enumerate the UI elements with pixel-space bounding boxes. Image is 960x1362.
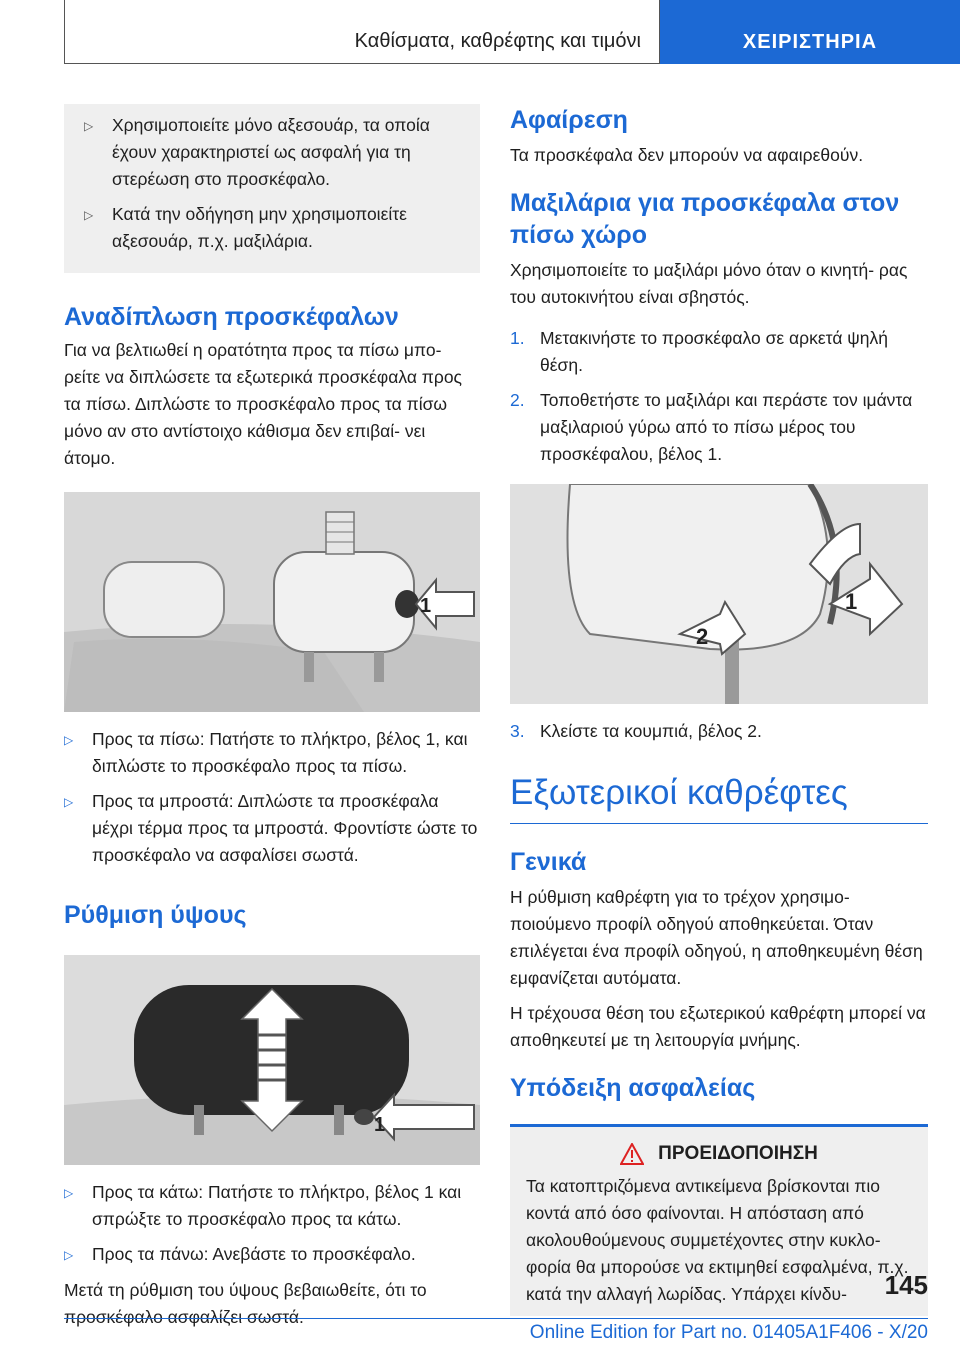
arrow-label-1: 1 [374,1114,386,1136]
pillow-text: Χρησιμοποιείτε το μαξιλάρι μόνο όταν ο κινητή- ρας του αυτοκινήτου είναι σβηστός. [510,260,908,307]
arrow-label-1: 1 [845,589,858,614]
chapter-title: Καθίσματα, καθρέφτης και τιμόνι [64,0,660,64]
list-item: ▷ Προς τα πάνω: Ανεβάστε το προσκέφαλο. [64,1241,480,1269]
page-number: 145 [884,1270,928,1300]
general-text-1: Η ρύθμιση καθρέφτη για το τρέχον χρησιμο- ποιούμενο προφίλ οδηγού αποθηκεύεται. Όταν επιλέγεται ένα προφίλ οδηγού, η αποθηκευμένη θέση εμφανίζεται αυτόματα. [510,887,923,988]
fold-heading: Αναδίπλωση προσκέφαλων [64,303,399,331]
fold-text: Για να βελτιωθεί η ορατότητα προς τα πίσω μπο- ρείτε να διπλώσετε τα εξωτερικά προσκέφαλα προς τα πίσω. Διπλώστε το προσκέφαλο προς τα πίσω μόνο αν στο αντίστοιχο κάθισμα δεν επιβαί- νει άτομο. [64,340,462,468]
height-text: Μετά τη ρύθμιση του ύψους βεβαιωθείτε, ότι το προσκέφαλο ασφαλίζει σωστά. [64,1280,427,1327]
list-item: ▷ Προς τα κάτω: Πατήστε το πλήκτρο, βέλος 1 και σπρώξτε το προσκέφαλο προς τα κάτω. [64,1179,480,1233]
safety-heading: Υπόδειξη ασφαλείας [510,1074,756,1102]
list-item: 2. Τοποθετήστε το μαξιλάρι και περάστε τον ιμάντα μαξιλαριού γύρω από το πίσω μέρος του προσκέφαλου, βέλος 1. [510,390,913,464]
page-header [64,0,960,64]
figure-fold-headrest [64,492,480,712]
figure-height-adjust [64,955,480,1165]
list-item: 1. Μετακινήστε το προσκέφαλο σε αρκετά ψηλή θέση. [510,328,889,375]
pillow-heading: Μαξιλάρια για προσκέφαλα στον πίσω χώρο [510,189,900,249]
warning-triangle-icon [620,1143,644,1165]
list-item: ▷ Προς τα πίσω: Πατήστε το πλήκτρο, βέλος 1, και διπλώστε το προσκέφαλο προς τα πίσω. [64,726,480,780]
triangle-bullet-icon: ▷ [84,208,94,222]
mirrors-heading: Εξωτερικοί καθρέφτες [510,773,848,812]
list-item: ▷ Προς τα μπροστά: Διπλώστε τα προσκέφαλα μέχρι τέρμα προς τα μπροστά. Φροντίστε ώστε το προσκέφαλο να ασφαλίσει σωστά. [64,788,480,869]
triangle-bullet-icon: ▷ [64,1186,74,1200]
list-item: 3. Κλείστε τα κουμπιά, βέλος 2. [510,721,762,741]
note-box [64,104,480,273]
footer-divider [64,1318,928,1319]
triangle-bullet-icon: ▷ [64,795,74,809]
triangle-bullet-icon: ▷ [64,733,74,747]
headrest-height-illustration [64,955,480,1165]
removal-text: Τα προσκέφαλα δεν μπορούν να αφαιρεθούν. [510,145,864,165]
removal-heading: Αφαίρεση [510,106,628,134]
figure-pillow [510,484,928,704]
list-item: ▷ Κατά την οδήγηση μην χρησιμοποιείτε αξεσουάρ, π.χ. μαξιλάρια. [84,201,460,255]
general-heading: Γενικά [510,848,587,876]
arrow-label-1: 1 [420,595,432,617]
warning-text: Τα κατοπτριζόμενα αντικείμενα βρίσκονται πιο κοντά από όσο φαίνονται. Η απόσταση από ακολουθούμενους συμμετέχοντες στην κυκλο- φορία θα μπορούσε να εκτιμηθεί εσφαλμένα, π.χ. κατά την αλλαγή λωρίδας. Υπάρχει κίνδυ- [526,1176,909,1304]
triangle-bullet-icon: ▷ [84,119,94,133]
triangle-bullet-icon: ▷ [64,1248,74,1262]
left-column [64,104,480,1331]
arrow-label-2: 2 [696,624,709,649]
section-divider [510,823,928,824]
pillow-illustration [510,484,928,704]
section-tab[interactable]: ΧΕΙΡΙΣΤΗΡΙΑ [660,0,960,64]
warning-title: ΠΡΟΕΙΔΟΠΟΙΗΣΗ [658,1143,818,1164]
general-text-2: Η τρέχουσα θέση του εξωτερικού καθρέφτη μπορεί να αποθηκευτεί με τη λειτουργία μνήμης. [510,1003,926,1050]
edition-text: Online Edition for Part no. 01405A1F406 - X/20 [529,1322,928,1343]
warning-box [510,1124,928,1316]
headrest-fold-illustration [64,492,480,712]
height-heading: Ρύθμιση ύψους [64,901,247,929]
right-column [510,104,928,1316]
list-item: ▷ Χρησιμοποιείτε μόνο αξεσουάρ, τα οποία έχουν χαρακτηριστεί ως ασφαλή για τη στερέωση στο προσκέφαλο. [84,112,460,193]
